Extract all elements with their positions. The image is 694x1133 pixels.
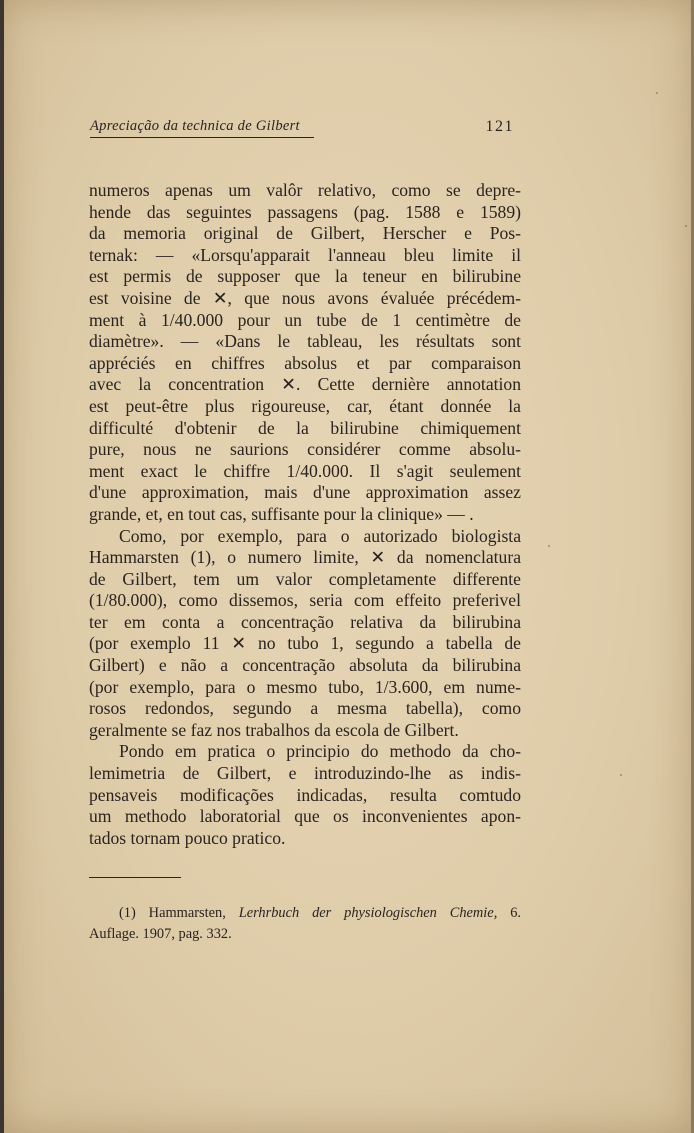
text-line: est permis de supposer que la teneur en bilirubine (89, 266, 521, 287)
text-line: Como, por exemplo, para o autorizado biologista (119, 525, 521, 546)
text-line: de Gilbert, tem um valor completamente differente (89, 568, 521, 589)
text-line: est peut-être plus rigoureuse, car, étant donnée la (89, 395, 521, 416)
text-line: appréciés en chiffres absolus et par comparaison (89, 352, 521, 373)
footnote (89, 903, 521, 945)
page-number: 121 (485, 118, 514, 135)
paper-speck (656, 92, 658, 94)
text-line: rosos redondos, segundo a mesma tabella), como (89, 698, 521, 719)
footnote-marker: (1) (119, 905, 136, 921)
text-line: tados tornam pouco pratico. (89, 827, 286, 848)
footnote-author: Hammarsten, (148, 905, 226, 921)
text-line: difficulté d'obtenir de la bilirubine chimiquement (89, 417, 521, 438)
text-line: ment exact le chiffre 1/40.000. Il s'agit seulement (89, 460, 521, 481)
text-line: lemimetria de Gilbert, e introduzindo-lhe as indis- (89, 763, 521, 784)
footnote-rule (89, 877, 181, 878)
text-line: ter em conta a concentração relativa da bilirubina (89, 611, 521, 632)
running-title: Apreciação da technica de Gilbert (90, 118, 314, 138)
paper-speck (685, 225, 687, 227)
footnote-book-title: Lerhrbuch der physiologischen Chemie, (238, 905, 498, 921)
footnote-line: Auflage. 1907, pag. 332. (89, 926, 232, 942)
text-line: hende das seguintes passagens (pag. 1588 e 1589) (89, 201, 521, 222)
text-line: Pondo em pratica o principio do methodo da cho- (119, 741, 521, 762)
text-line: (1/80.000), como dissemos, seria com effeito preferivel (89, 590, 521, 611)
footnote-edition: 6. (510, 905, 521, 921)
paper-speck (620, 774, 622, 776)
page-edge-left (0, 0, 4, 1133)
text-line: numeros apenas um valôr relativo, como se depre- (89, 180, 521, 200)
text-line: avec la concentration ✕. Cette dernière annotation (89, 374, 521, 395)
text-line: ment à 1/40.000 pour un tube de 1 centimètre de (89, 309, 521, 330)
text-line: um methodo laboratorial que os inconvenientes apon- (89, 806, 521, 827)
text-line: (por exemplo 11 ✕ no tubo 1, segundo a tabella de (89, 633, 521, 654)
text-line: est voisine de ✕, que nous avons évaluée précédem- (89, 287, 521, 308)
text-line: Gilbert) e não a concentração absoluta da bilirubina (89, 655, 521, 676)
text-line: (por exemplo, para o mesmo tubo, 1/3.600, em nume- (89, 676, 521, 697)
page-header (90, 118, 518, 140)
text-line: da memoria original de Gilbert, Herscher e Pos- (89, 223, 521, 244)
text-line: diamètre». — «Dans le tableau, les résultats sont (89, 331, 521, 352)
body-text (89, 180, 521, 849)
text-line: Hammarsten (1), o numero limite, ✕ da nomenclatura (89, 547, 521, 568)
footnote-line (89, 903, 521, 924)
paper-speck (548, 545, 550, 547)
text-line: geralmente se faz nos trabalhos da escola de Gilbert. (89, 719, 459, 740)
text-line: grande, et, en tout cas, suffisante pour la clinique» — . (89, 503, 474, 524)
text-line: pensaveis modificações indicadas, resulta comtudo (89, 784, 521, 805)
text-line: ternak: — «Lorsqu'apparait l'anneau bleu limite il (89, 244, 521, 265)
text-line: d'une approximation, mais d'une approximation assez (89, 482, 521, 503)
text-line: pure, nous ne saurions considérer comme absolu- (89, 439, 521, 460)
